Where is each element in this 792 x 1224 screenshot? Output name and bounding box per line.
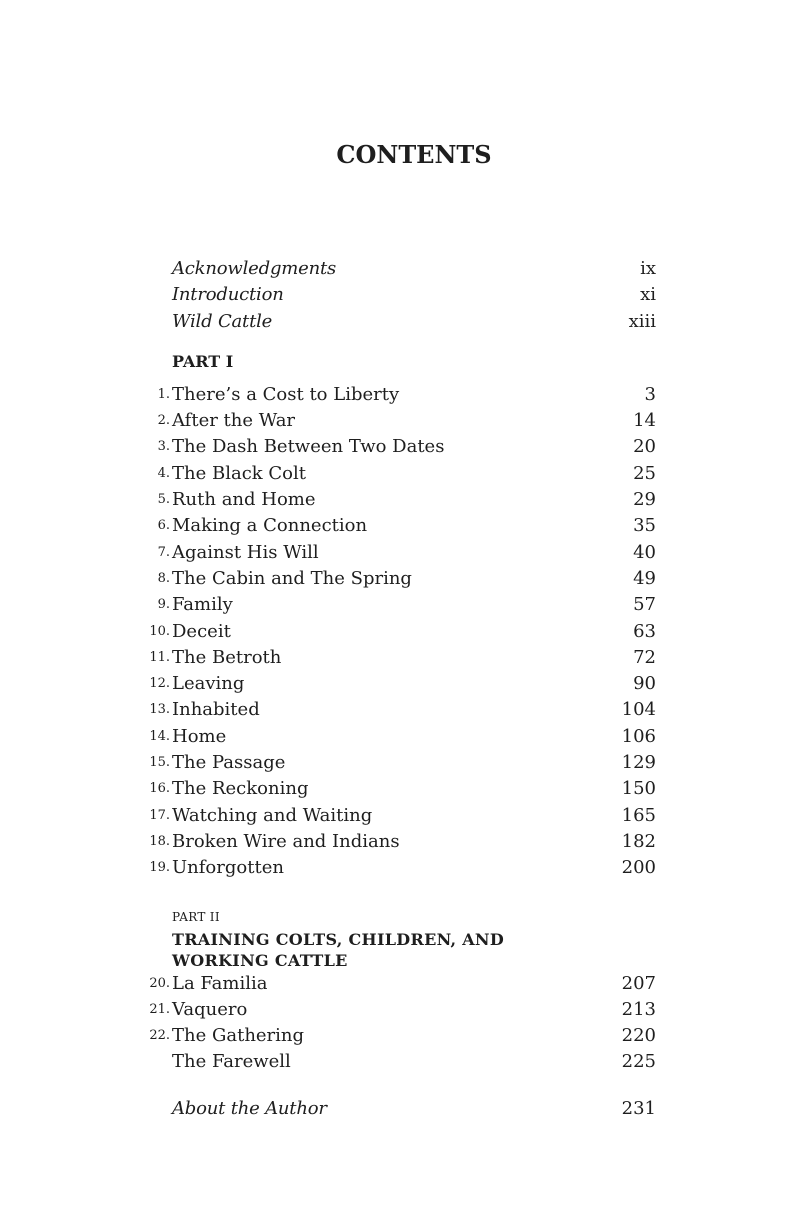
chapter-number: 4. xyxy=(157,465,170,481)
chapter-number: 1. xyxy=(157,386,170,402)
chapter-page: 72 xyxy=(633,646,656,668)
chapter-number: 6. xyxy=(157,518,170,534)
chapter-number: 2. xyxy=(157,413,170,429)
chapter-page: 213 xyxy=(621,998,656,1020)
toc-entry[interactable] xyxy=(140,619,656,645)
chapter-number: 15. xyxy=(149,755,170,771)
chapter-title: The Passage xyxy=(172,752,286,774)
chapter-title: Broken Wire and Indians xyxy=(172,830,400,852)
toc-entry[interactable] xyxy=(140,408,656,434)
toc-entry-title: Wild Cattle xyxy=(172,310,273,332)
part-2-title-line-2: WORKING CATTLE xyxy=(172,950,348,970)
toc-entry[interactable] xyxy=(140,592,656,618)
toc-entry[interactable] xyxy=(140,434,656,460)
chapter-title: Making a Connection xyxy=(172,515,368,537)
chapter-title: Deceit xyxy=(172,620,231,642)
toc-entry[interactable] xyxy=(140,382,656,408)
chapter-page: 182 xyxy=(621,830,656,852)
chapter-number: 5. xyxy=(157,492,170,508)
toc-entry[interactable] xyxy=(140,829,656,855)
chapter-number: 17. xyxy=(149,807,170,823)
toc-entry[interactable] xyxy=(140,1049,656,1075)
toc-entry[interactable] xyxy=(140,997,656,1023)
chapter-number: 11. xyxy=(149,649,170,665)
table-of-contents xyxy=(140,256,656,1122)
chapter-number: 14. xyxy=(149,728,170,744)
chapter-page: 106 xyxy=(621,725,656,747)
toc-entry-about-the-author[interactable] xyxy=(140,1096,656,1122)
chapter-page: 3 xyxy=(644,383,656,405)
chapter-number: 3. xyxy=(157,439,170,455)
chapter-number: 12. xyxy=(149,676,170,692)
chapter-page: 220 xyxy=(621,1025,656,1047)
chapter-page: 129 xyxy=(621,752,656,774)
chapter-title: Ruth and Home xyxy=(172,489,316,511)
toc-entry[interactable] xyxy=(140,776,656,802)
chapter-page: 207 xyxy=(621,972,656,994)
chapter-number: 18. xyxy=(149,833,170,849)
toc-entry[interactable] xyxy=(140,1023,656,1049)
chapter-title: Against His Will xyxy=(172,541,319,563)
chapter-page: 20 xyxy=(633,436,656,458)
chapter-title: Watching and Waiting xyxy=(172,804,373,826)
chapter-title: There’s a Cost to Liberty xyxy=(172,383,400,405)
chapter-title: La Familia xyxy=(172,972,268,994)
chapter-title: Vaquero xyxy=(172,998,248,1020)
toc-entry-title: Acknowledgments xyxy=(172,258,337,279)
toc-entry[interactable] xyxy=(140,750,656,776)
chapter-page: 49 xyxy=(633,567,656,589)
toc-entry[interactable] xyxy=(140,487,656,513)
page-title: CONTENTS xyxy=(336,140,492,169)
chapter-number: 20. xyxy=(149,975,170,991)
chapter-number: 7. xyxy=(157,544,170,560)
chapter-number: 13. xyxy=(149,702,170,718)
chapter-title: Inhabited xyxy=(172,699,260,721)
chapter-title: Home xyxy=(172,725,227,747)
chapter-page: 29 xyxy=(633,489,656,511)
toc-entry[interactable] xyxy=(140,697,656,723)
toc-entry[interactable] xyxy=(140,513,656,539)
chapter-page: 104 xyxy=(621,699,656,721)
chapter-page: 90 xyxy=(633,673,656,695)
chapter-page: 225 xyxy=(621,1051,656,1073)
toc-entry[interactable] xyxy=(140,461,656,487)
chapter-number: 22. xyxy=(149,1028,170,1044)
toc-entry-title: About the Author xyxy=(172,1097,327,1119)
toc-entry[interactable] xyxy=(140,803,656,829)
chapter-number: 10. xyxy=(149,623,170,639)
chapter-number: 16. xyxy=(149,781,170,797)
chapter-page: 57 xyxy=(633,594,656,616)
toc-entry-acknowledgments[interactable] xyxy=(140,256,656,282)
toc-entry[interactable] xyxy=(140,566,656,592)
chapter-title: The Farewell xyxy=(172,1051,291,1073)
chapter-number: 21. xyxy=(149,1001,170,1017)
chapter-title: After the War xyxy=(172,410,296,432)
chapter-page: 25 xyxy=(633,462,656,484)
toc-entry-page: 231 xyxy=(621,1097,656,1119)
chapter-title: The Dash Between Two Dates xyxy=(172,436,445,458)
toc-entry[interactable] xyxy=(140,971,656,997)
part-1-heading: PART I xyxy=(172,351,234,371)
chapter-title: The Cabin and The Spring xyxy=(172,567,412,589)
chapter-title: The Reckoning xyxy=(172,778,309,800)
chapter-title: The Betroth xyxy=(172,646,282,668)
chapter-page: 35 xyxy=(633,515,656,537)
toc-entry-page: xi xyxy=(640,284,656,306)
toc-entry-introduction[interactable] xyxy=(140,282,656,308)
toc-entry-title: Introduction xyxy=(172,284,284,306)
chapter-title: The Black Colt xyxy=(172,462,306,484)
toc-entry[interactable] xyxy=(140,645,656,671)
toc-entry-wild-cattle[interactable] xyxy=(140,309,656,335)
toc-entry-page: ix xyxy=(640,258,656,279)
chapter-title: Unforgotten xyxy=(172,857,284,879)
chapter-page: 150 xyxy=(621,778,656,800)
toc-entry[interactable] xyxy=(140,724,656,750)
chapter-page: 63 xyxy=(633,620,656,642)
chapter-page: 14 xyxy=(633,410,656,432)
toc-entry[interactable] xyxy=(140,671,656,697)
chapter-title: Family xyxy=(172,594,233,616)
toc-entry[interactable] xyxy=(140,540,656,566)
chapter-number: 9. xyxy=(157,597,170,613)
chapter-page: 165 xyxy=(621,804,656,826)
chapter-number: 8. xyxy=(157,570,170,586)
chapter-title: Leaving xyxy=(172,673,245,695)
chapter-page: 200 xyxy=(621,857,656,879)
part-2-label: PART II xyxy=(172,909,220,924)
chapter-page: 40 xyxy=(633,541,656,563)
part-2-title-line-1: TRAINING COLTS, CHILDREN, AND xyxy=(172,929,505,949)
toc-entry[interactable] xyxy=(140,855,656,881)
toc-entry-page: xiii xyxy=(628,310,656,332)
chapter-number: 19. xyxy=(149,860,170,876)
chapter-title: The Gathering xyxy=(172,1025,305,1047)
